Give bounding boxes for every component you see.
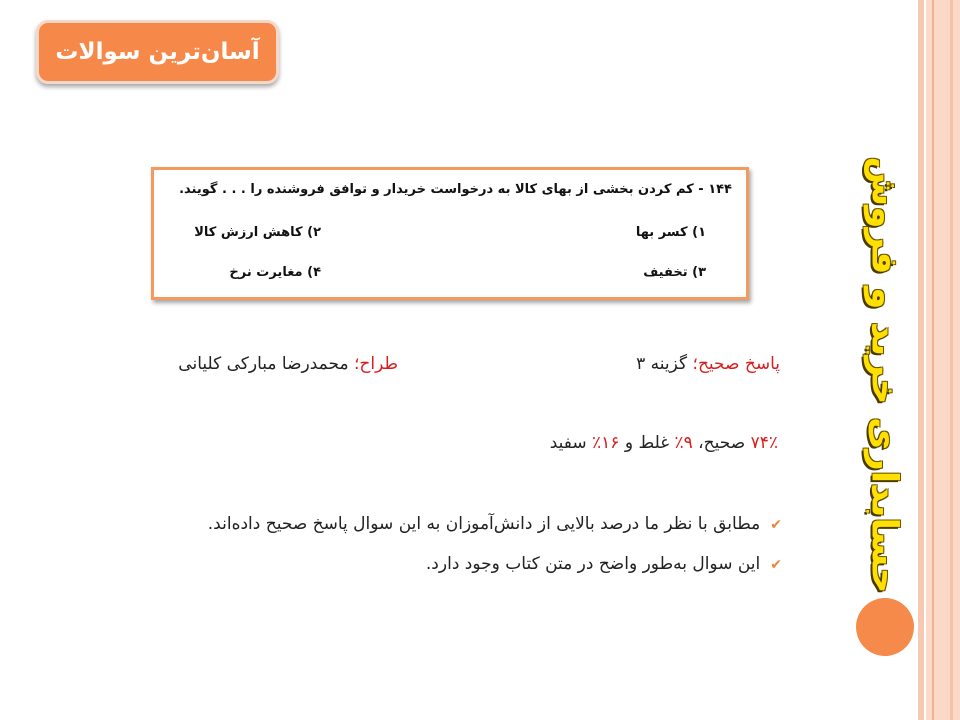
answer-value: گزینه ۳: [636, 354, 693, 374]
designer-value: محمدرضا مبارکی کلیانی: [178, 354, 354, 374]
side-title: حسابداری خرید و فروش: [863, 156, 905, 594]
side-stripe: [950, 0, 953, 720]
question-text: ۱۴۴ - کم کردن بخشی از بهای کالا به درخواست خریدار و توافق فروشنده را . . . گویند.: [179, 182, 732, 197]
correct-percent: ۷۴٪: [750, 433, 778, 453]
question-box: [151, 167, 749, 300]
wrong-word: غلط و: [619, 433, 675, 453]
blank-percent: ۱۶٪: [592, 433, 620, 453]
designer-line: [178, 354, 398, 374]
bullet-item: [208, 514, 782, 534]
side-stripe: [932, 0, 934, 720]
checkmark-icon: ✔: [770, 517, 782, 533]
wrong-percent: ۹٪: [674, 433, 693, 453]
checkmark-icon: ✔: [770, 557, 782, 573]
correct-word: صحیح،: [692, 433, 751, 453]
side-stripe: [918, 0, 924, 720]
option-4: ۴) مغایرت نرخ: [229, 265, 321, 280]
heading-text: آسان‌ترین سوالات: [55, 39, 260, 65]
option-3: ۳) تخفیف: [643, 265, 706, 280]
bullet-text: این سوال به‌طور واضح در متن کتاب وجود دارد.: [425, 554, 761, 574]
bullet-text: مطابق با نظر ما درصد بالایی از دانش‌آموزان به این سوال پاسخ صحیح داده‌اند.: [207, 514, 761, 534]
designer-label: طراح؛: [353, 354, 398, 374]
blank-word: سفید: [549, 433, 593, 453]
stats-line: [550, 433, 778, 453]
option-1: ۱) کسر بها: [635, 225, 706, 240]
answer-label: پاسخ صحیح؛: [692, 354, 780, 374]
bullet-item: [426, 554, 782, 574]
answer-line: [636, 354, 780, 374]
heading-badge: [36, 20, 279, 84]
decorative-circle: [856, 598, 914, 656]
option-2: ۲) کاهش ارزش کالا: [194, 225, 321, 240]
